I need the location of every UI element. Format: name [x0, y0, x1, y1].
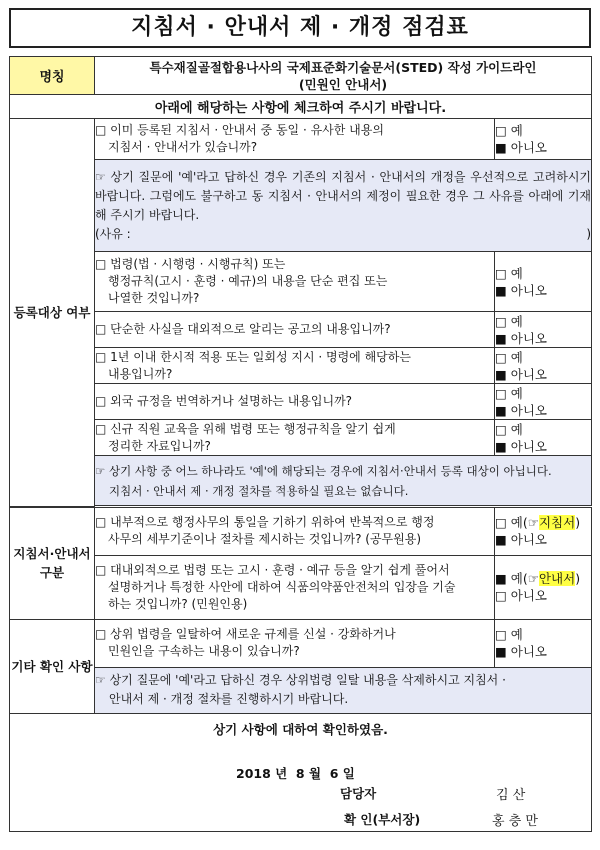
answer-yes[interactable]: □ 예 [495, 313, 523, 329]
answer-yes[interactable]: □ 예 [495, 421, 523, 437]
question-row-2 [10, 252, 592, 312]
answer-7[interactable] [495, 507, 592, 555]
answer-no-checked[interactable]: ■ 아니오 [495, 438, 548, 454]
answer-4[interactable] [495, 348, 592, 384]
question-7: □ 내부적으로 행정사무의 통일을 기하기 위하여 반복적으로 행정 사무의 세부기준이나 절차를 제시하는 것입니까? (공무원용) [95, 507, 495, 555]
answer-no-checked[interactable]: ■ 아니오 [495, 532, 548, 547]
reason-close: ) [586, 226, 592, 241]
answer-2[interactable] [495, 252, 592, 312]
confirmation-text: 상기 사항에 대하여 확인하였음. [213, 721, 388, 737]
question-1: □ 이미 등록된 지침서 · 안내서 중 동일 · 유사한 내용의 지침서 · 안내서가 있습니까? [95, 119, 495, 160]
person-label: 담당자 [340, 785, 377, 801]
question-row-4 [10, 348, 592, 384]
answer-yes[interactable]: □ 예 [495, 123, 523, 138]
instruction-text: 아래에 해당하는 사항에 체크하여 주시기 바랍니다. [10, 95, 592, 119]
checklist-page [9, 8, 591, 832]
note-1: ☞ 상기 질문에 '예'라고 답하신 경우 기존의 지침서 · 안내서의 개정을 우선적으로 고려하시기 바랍니다. 그럼에도 불구하고 동 지침서 · 안내서의 제정이 필요한 경우 그 사유를 아래에 기재해 주시기 바랍니다. (사유 : ) [95, 160, 592, 252]
confirmation-row [10, 713, 592, 831]
instruction-row [10, 95, 592, 119]
question-5: □ 외국 규정을 번역하거나 설명하는 내용입니까? [95, 384, 495, 420]
confirm-name: 홍 충 만 [492, 813, 538, 829]
confirmation-cell [10, 713, 592, 831]
name-value-line2: (민원인 안내서) [298, 76, 388, 92]
reason-line [95, 225, 591, 244]
question-row-7 [10, 507, 592, 555]
question-row-1 [10, 119, 592, 160]
note-3: ☞ 상기 질문에 '예'라고 답하신 경우 상위법령 일탈 내용을 삭제하시고 지침서 · 안내서 제 · 개정 절차를 진행하시기 바랍니다. [95, 667, 592, 713]
answer-no-checked[interactable]: ■ 아니오 [495, 140, 548, 155]
note-row-3 [10, 667, 592, 713]
answer-no[interactable]: □ 아니오 [495, 588, 548, 603]
name-label: 명칭 [10, 57, 95, 95]
note-row-2 [10, 456, 592, 506]
answer-no-checked[interactable]: ■ 아니오 [495, 366, 548, 382]
confirm-label: 확 인(부서장) [344, 811, 421, 827]
answer-yes[interactable]: □ 예 [495, 627, 523, 642]
section-other: 기타 확인 사항 [10, 619, 95, 713]
question-9: □ 상위 법령을 일탈하여 새로운 규제를 신설 · 강화하거나 민원인을 구속하는 내용이 있습니까? [95, 619, 495, 667]
name-value-line1: 특수재질골절합용나사의 국제표준화기술문서(STED) 작성 가이드라인 [149, 59, 537, 75]
section-registration: 등록대상 여부 [10, 119, 95, 507]
checklist-table [9, 56, 592, 832]
person-name: 김 산 [496, 787, 526, 803]
answer-yes-guideline[interactable]: □ 예(☞지침서) [495, 515, 581, 530]
name-value [95, 57, 592, 95]
section-classification: 지침서·안내서 구분 [10, 507, 95, 619]
answer-yes[interactable]: □ 예 [495, 265, 523, 281]
answer-6[interactable] [495, 420, 592, 456]
guide-label: 안내서 [538, 571, 576, 586]
guideline-label: 지침서 [538, 515, 576, 530]
question-3: □ 단순한 사실을 대외적으로 알리는 공고의 내용입니까? [95, 312, 495, 348]
answer-1[interactable] [495, 119, 592, 160]
confirm-date: 2018 년 8 월 6 일 [236, 765, 355, 781]
question-8: □ 대내외적으로 법령 또는 고시 · 훈령 · 예규 등을 알기 쉽게 풀어서 설명하거나 특정한 사안에 대하여 식품의약품안전처의 입장을 기술 하는 것입니까? (민원인용) [95, 555, 495, 619]
answer-8[interactable] [495, 555, 592, 619]
hand-icon: ☞ [527, 571, 539, 586]
question-row-9 [10, 619, 592, 667]
answer-yes[interactable]: □ 예 [495, 385, 523, 401]
reason-open: (사유 : [95, 226, 131, 241]
name-row [10, 57, 592, 95]
answer-yes[interactable]: □ 예 [495, 349, 523, 365]
question-6: □ 신규 직원 교육을 위해 법령 또는 행정규칙을 알기 쉽게 정리한 자료입니까? [95, 420, 495, 456]
note-2: ☞ 상기 사항 중 어느 하나라도 '예'에 해당되는 경우에 지침서·안내서 등록 대상이 아닙니다. 지침서 · 안내서 제 · 개정 절차를 적용하실 필요는 없습니다. [95, 456, 592, 506]
question-row-3 [10, 312, 592, 348]
answer-no-checked[interactable]: ■ 아니오 [495, 282, 548, 298]
page-title: 지침서 · 안내서 제 · 개정 점검표 [9, 8, 591, 48]
question-2: □ 법령(법 · 시행령 · 시행규칙) 또는 행정규칙(고시 · 훈령 · 예규)의 내용을 단순 편집 또는 나열한 것입니까? [95, 252, 495, 312]
answer-no-checked[interactable]: ■ 아니오 [495, 644, 548, 659]
question-row-5 [10, 384, 592, 420]
note-row-1 [10, 160, 592, 252]
hand-icon: ☞ [527, 515, 539, 530]
answer-no-checked[interactable]: ■ 아니오 [495, 402, 548, 418]
question-row-8 [10, 555, 592, 619]
question-4: □ 1년 이내 한시적 적용 또는 일회성 지시 · 명령에 해당하는 내용입니까? [95, 348, 495, 384]
answer-3[interactable] [495, 312, 592, 348]
answer-yes-guide[interactable]: ■ 예(☞안내서) [495, 571, 581, 586]
answer-no-checked[interactable]: ■ 아니오 [495, 330, 548, 346]
answer-5[interactable] [495, 384, 592, 420]
answer-9[interactable] [495, 619, 592, 667]
question-row-6 [10, 420, 592, 456]
